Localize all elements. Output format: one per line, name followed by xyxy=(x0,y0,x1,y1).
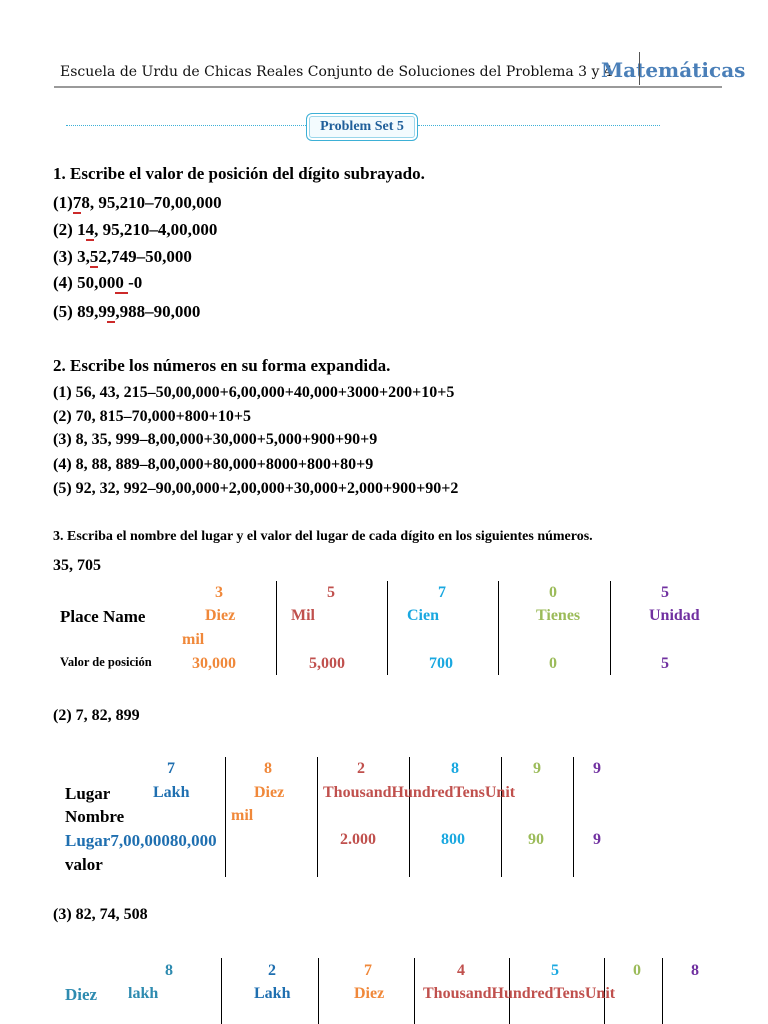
table1-divider xyxy=(610,581,611,675)
table1-divider xyxy=(276,581,277,675)
banner-dotted-line-left xyxy=(66,125,306,126)
table3-digit: 5 xyxy=(551,962,559,979)
section2-item: (5) 92, 32, 992–90,00,000+2,00,000+30,000+2,000+900+90+2 xyxy=(53,480,459,497)
table3-divider xyxy=(318,958,319,1024)
section1-heading: 1. Escribe el valor de posición del dígito subrayado. xyxy=(53,164,425,183)
table2-label-valor: valor xyxy=(65,855,103,874)
table2-place-name: ThousandHundredTensUnit xyxy=(323,784,516,801)
table2-place-value: 2.000 xyxy=(340,831,376,848)
table1-place-value: 5,000 xyxy=(309,655,345,672)
section1-item: (2) 14, 95,210–4,00,000 xyxy=(53,220,218,239)
table1-place-name-cont: mil xyxy=(182,631,205,648)
table3-number: (3) 82, 74, 508 xyxy=(53,906,148,923)
table2-divider xyxy=(225,757,226,877)
table1-divider xyxy=(498,581,499,675)
problem-set-banner xyxy=(306,113,418,141)
banner-dotted-line-right xyxy=(418,125,660,126)
table3-digit: 8 xyxy=(165,962,173,979)
table2-label-nombre: Nombre xyxy=(65,807,125,826)
table1-place-value: 0 xyxy=(549,655,557,672)
table1-place-name: Unidad xyxy=(649,607,700,624)
section1-item: (4) 50,000 -0 xyxy=(53,273,143,292)
table1-place-value: 700 xyxy=(429,655,453,672)
table3-digit: 8 xyxy=(691,962,699,979)
table1-number: 35, 705 xyxy=(53,557,101,574)
table2-place-value: 90 xyxy=(528,831,544,848)
subject-label: Matemáticas xyxy=(601,58,746,82)
table3-digit: 4 xyxy=(457,962,465,979)
table3-digit: 2 xyxy=(268,962,276,979)
table2-place-name: Lakh xyxy=(153,784,190,801)
table3-place-name: lakh xyxy=(128,985,159,1002)
section2-heading: 2. Escribe los números en su forma expandida. xyxy=(53,356,391,375)
table2-place-value: 7,00,00080,000 xyxy=(110,831,217,850)
table1-digit: 0 xyxy=(549,584,557,601)
header-rule xyxy=(54,86,722,88)
section1-item: (3) 3,52,749–50,000 xyxy=(53,247,192,266)
table2-label-lugar: Lugar xyxy=(65,784,111,803)
section2-item: (3) 8, 35, 999–8,00,000+30,000+5,000+900+90+9 xyxy=(53,431,378,448)
table1-place-value: 30,000 xyxy=(192,655,236,672)
table2-digit: 9 xyxy=(593,760,601,777)
section2-item: (2) 70, 815–70,000+800+10+5 xyxy=(53,408,252,425)
table3-divider xyxy=(414,958,415,1024)
table3-place-name: ThousandHundredTensUnit xyxy=(423,985,616,1002)
table2-place-value: 800 xyxy=(441,831,465,848)
table1-row-label: Place Name xyxy=(60,607,146,626)
table2-digit: 7 xyxy=(167,760,175,777)
table1-value-label: Valor de posición xyxy=(60,655,152,669)
table2-place-value: 9 xyxy=(593,831,601,848)
table1-place-value: 5 xyxy=(661,655,669,672)
table1-place-name: Cien xyxy=(407,607,439,624)
banner-label: Problem Set 5 xyxy=(320,119,404,134)
section1-item: (1)78, 95,210–70,00,000 xyxy=(53,193,222,212)
document-header-title: Escuela de Urdu de Chicas Reales Conjunto de Soluciones del Problema 3 y 4 xyxy=(60,64,613,80)
table1-divider xyxy=(387,581,388,675)
table3-place-name: Diez xyxy=(354,985,385,1002)
table1-place-name: Mil xyxy=(291,607,315,624)
table3-digit: 7 xyxy=(364,962,372,979)
table2-digit: 8 xyxy=(451,760,459,777)
table2-digit: 2 xyxy=(357,760,365,777)
table3-place-name: Diez xyxy=(65,985,98,1004)
table2-label-lugar2: Lugar7,00,00080,000 xyxy=(65,831,217,850)
table1-digit: 7 xyxy=(438,584,446,601)
table1-place-name: Diez xyxy=(205,607,236,624)
table1-digit: 5 xyxy=(327,584,335,601)
table1-digit: 3 xyxy=(215,584,223,601)
table2-divider xyxy=(317,757,318,877)
table1-digit: 5 xyxy=(661,584,669,601)
table3-digit: 0 xyxy=(633,962,641,979)
table3-divider xyxy=(662,958,663,1024)
table1-place-name: Tienes xyxy=(536,607,581,624)
table2-number: (2) 7, 82, 899 xyxy=(53,707,140,724)
section3-heading: 3. Escriba el nombre del lugar y el valor del lugar de cada dígito en los siguientes números. xyxy=(53,529,593,544)
table3-divider xyxy=(221,958,222,1024)
table2-place-name-cont: mil xyxy=(231,807,254,824)
table2-divider xyxy=(501,757,502,877)
table2-divider xyxy=(573,757,574,877)
table2-divider xyxy=(409,757,410,877)
header-divider xyxy=(639,52,640,85)
section1-item: (5) 89,99,988–90,000 xyxy=(53,302,201,321)
section2-item: (1) 56, 43, 215–50,00,000+6,00,000+40,000+3000+200+10+5 xyxy=(53,384,455,401)
section2-item: (4) 8, 88, 889–8,00,000+80,000+8000+800+80+9 xyxy=(53,456,374,473)
table3-place-name: Lakh xyxy=(254,985,291,1002)
table2-digit: 8 xyxy=(264,760,272,777)
table2-place-name: Diez xyxy=(254,784,285,801)
table2-digit: 9 xyxy=(533,760,541,777)
